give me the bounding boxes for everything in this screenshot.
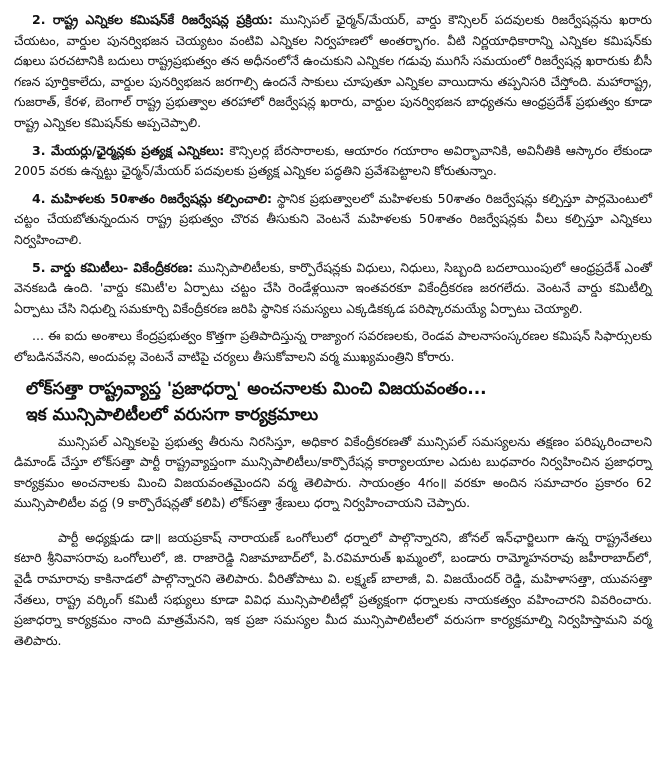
news-paragraph-2: పార్టీ అధ్యక్షుడు డా॥ జయప్రకాష్ నారాయణ్ ఒంగోలులో ధర్నాలో పాల్గొన్నారని, జోనల్ ఇన్‌ఛార్జిలుగా ఉన్న రాష్ట్రనేతలు కటారి శ్రీనివాసరావు ఒంగోలులో, జి. రాజారెడ్డి నిజామాబాద్‌లో, పి.రవిమారుత్ ఖమ్మంలో, బండారు రామ్మోహనరావు జహీరాబాద్‌లో, వైడీ రామారావు కాకినాడలో పాల్గొన్నారని తెలిపారు. వీరితోపాటు వి. లక్ష్మణ్ బాలాజీ, వి. విజయేందర్ రెడ్డి, మహిళాసత్తా, యువసత్తా నేతలు, రాష్ట్ర వర్కింగ్ కమిటీ సభ్యులు కూడా వివిధ మున్సిపాలిటీల్లో ప్రత్యక్షంగా ధర్నాలకు నాయకత్వం వహించారని వివరించారు. ప్రజాధర్నా కార్యక్రమం నాంది మాత్రమేనని, ఇక ప్రజా సమస్యల మీద మున్సిపాలిటీలలో వరుసగా కార్యక్రమాల్ని నిర్వహిస్తామని వర్మ తెలిపారు.	[14, 529, 652, 648]
point-3	[14, 141, 652, 182]
point-3-text: కౌన్సిలర్ల బేరసారాలకు, ఆయారం గయారాం అవిర్భావానికి, అవినీతికి ఆస్కారం లేకుండా 2005 వరకు ఉన్నట్టు ఛైర్మన్/మేయర్ పదవులకు ప్రత్యక్ష ఎన్నికల పద్ధతిని ప్రవేశపెట్టాలని కోరుతున్నాం.	[14, 142, 652, 179]
point-5-text: మున్సిపాలిటీలకు, కార్పొరేషన్లకు విధులు, నిధులు, సిబ్బంది బదలాయింపులో ఆంధ్రప్రదేశ్ ఎంతో వెనకబడి ఉంది. 'వార్డు కమిటీ'ల ఏర్పాటు చట్టం చేసి రెండేళ్లయినా ఇంతవరకూ వికేంద్రీకరణ జరగలేదు. వెంటనే వార్డు కమిటీల్ని ఏర్పాటు చేసి నిధుల్ని సమకూర్చి వికేంద్రీకరణ జరిపి స్థానిక సమస్యలు ఎక్కడికక్కడ పరిష్కారమయ్యే ఏర్పాటు చెయ్యాలి.	[14, 259, 652, 316]
news-headline-line-2: ఇక మున్సిపాలిటీలలో వరుసగా కార్యక్రమాలు	[26, 404, 319, 425]
point-5	[14, 258, 652, 320]
point-4	[14, 189, 652, 251]
news-headline-line-1: లోక్‌సత్తా రాష్ట్రవ్యాప్త 'ప్రజాధర్నా' అంచనాలకు మించి విజయవంతం...	[26, 378, 487, 399]
news-paragraph-1: మున్సిపల్ ఎన్నికలపై ప్రభుత్వ తీరును నిరసిస్తూ, అధికార వికేంద్రీకరణతో మున్సిపల్ సమస్యలను తక్షణం పరిష్కరించాలని డిమాండ్ చేస్తూ లోక్‌సత్తా పార్టీ రాష్ట్రవ్యాప్తంగా మున్సిపాలిటీలు/కార్పొరేషన్ల కార్యాలయాల ఎదుట బుధవారం నిర్వహించిన ప్రజాధర్నా కార్యక్రమం అంచనాలకు మించి విజయవంతమైందని వర్మ తెలిపారు. సాయంత్రం 4గం॥ వరకూ అందిన సమాచారం ప్రకారం 62 మున్సిపాలిటీల వద్ద (9 కార్పొరేషన్లతో కలిపి) లోక్‌సత్తా శ్రేణులు ధర్నా నిర్వహించాయని చెప్పారు.	[14, 433, 652, 511]
closing-paragraph: ... ఈ ఐదు అంశాలు కేంద్రప్రభుత్వం కొత్తగా ప్రతిపాదిస్తున్న రాజ్యాంగ సవరణలకు, రెండవ పాలనాసంస్కరణల కమిషన్ సిఫార్సులకు లోబడినవేనని, అందువల్ల వెంటనే వాటిపై చర్యలు తీసుకోవాలని వర్మ ముఖ్యమంత్రిని కోరారు.	[14, 328, 652, 364]
point-5-heading: 5. వార్డు కమిటీలు- వికేంద్రీకరణ:	[32, 259, 194, 275]
point-2-heading: 2. రాష్ట్ర ఎన్నికల కమిషన్‌కే రిజర్వేషన్ల ప్రక్రియ:	[32, 12, 273, 27]
point-2	[14, 10, 652, 134]
point-2-text: మున్సిపల్ ఛైర్మన్/మేయర్, వార్డు కౌన్సిలర్ పదవులకు రిజర్వేషన్లను ఖరారు చేయటం, వార్డుల పునర్విభజన చెయ్యటం వంటివి ఎన్నికల నిర్వహణలో అంతర్భాగం. వీటి నిర్ణయాధికారాన్ని ఎన్నికల కమిషన్‌కు దఖలు పరచటానికి బదులు రాష్ట్రప్రభుత్వం తన అధీనంలోనే ఉంచుకుని ఎన్నికల గడువు ముగిసే సమయంలో రిజర్వేషన్ల ఖరారుకు బీసీ గణన పూర్తికాలేదు, వార్డుల పునర్విభజన జరగాల్సి ఉందనే సాకులు చూపుతూ ఎన్నికల వాయిదాను తప్పనిసరి చేస్తోంది. మహారాష్ట్ర, గుజరాత్, కేరళ, బెంగాల్ రాష్ట్ర ప్రభుత్వాల తరహాలో రిజర్వేషన్ల ఖరారు, వార్డుల పునర్విభజన బాధ్యతను ఆంధ్రప్రదేశ్ ప్రభుత్వం కూడా రాష్ట్ర ఎన్నికల కమిషన్‌కు అప్పచెప్పాలి.	[14, 12, 652, 130]
point-4-heading: 4. మహిళలకు 50శాతం రిజర్వేషన్లు కల్పించాలి:	[32, 190, 273, 206]
point-4-text: స్థానిక ప్రభుత్వాలలో మహిళలకు 50శాతం రిజర్వేషన్లు కల్పిస్తూ పార్లమెంటులో చట్టం చేయబోతున్నందున రాష్ట్ర ప్రభుత్వం చొరవ తీసుకుని వెంటనే మహిళలకు 50శాతం రిజర్వేషన్లకు వీలు కల్పిస్తూ ఎన్నికలు నిర్వహించాలి.	[14, 190, 652, 247]
point-3-heading: 3. మేయర్లు/ఛైర్మన్లకు ప్రత్యక్ష ఎన్నికలు:	[32, 142, 225, 158]
